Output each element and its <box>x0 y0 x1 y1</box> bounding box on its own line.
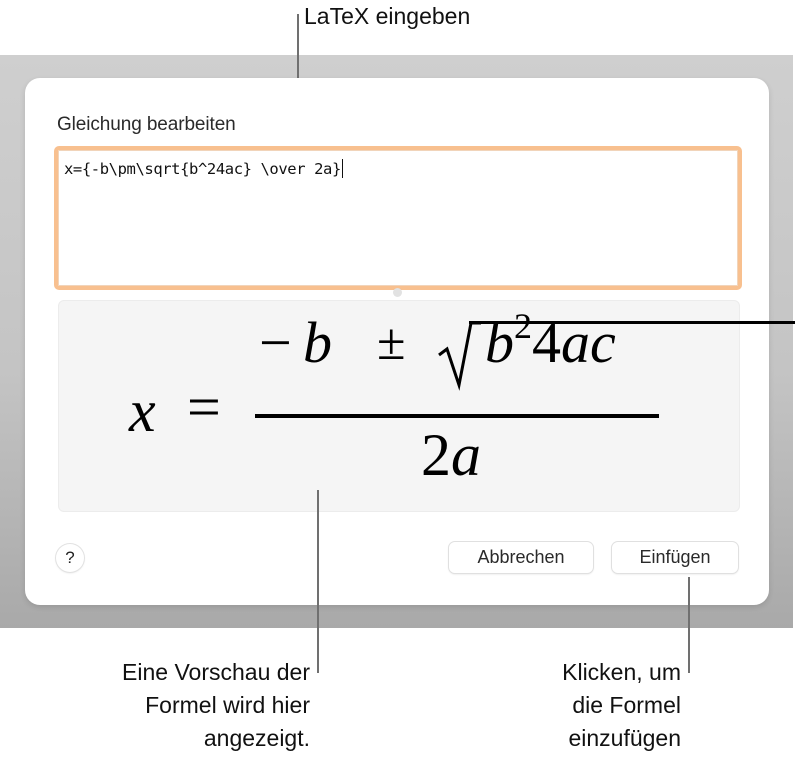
callout-insert <box>562 656 681 755</box>
formula-numerator <box>259 306 659 399</box>
edit-equation-dialog <box>25 78 769 605</box>
formula-equals: = <box>187 374 221 440</box>
insert-button[interactable]: Einfügen <box>612 542 738 573</box>
help-button[interactable]: ? <box>56 544 84 572</box>
formula-b: b <box>303 310 332 375</box>
formula-preview <box>58 300 740 512</box>
latex-input-value[interactable]: x={-b\pm\sqrt{b^24ac} \over 2a} <box>64 159 343 178</box>
callout-latex: LaTeX eingeben <box>304 3 471 29</box>
callout-preview-line: angezeigt. <box>203 725 310 751</box>
callout-line-preview <box>317 490 319 673</box>
latex-input[interactable] <box>54 146 742 290</box>
callout-preview-line: Formel wird hier <box>145 692 310 718</box>
callout-preview-line: Eine Vorschau der <box>122 659 310 685</box>
cancel-button[interactable]: Abbrechen <box>449 542 593 573</box>
text-caret <box>342 159 344 178</box>
callout-insert-line: Klicken, um <box>562 659 681 685</box>
formula-lhs: x <box>129 378 156 444</box>
callout-insert-line: einzufügen <box>568 725 681 751</box>
formula-plus-minus: ± <box>377 314 406 371</box>
fraction-bar <box>255 414 659 418</box>
rendered-formula <box>59 301 739 511</box>
dialog-title: Gleichung bearbeiten <box>57 114 236 135</box>
callout-preview <box>122 656 310 755</box>
formula-minus: − <box>259 310 292 375</box>
split-resize-handle[interactable] <box>393 288 402 297</box>
callout-line-insert <box>688 577 690 673</box>
formula-radicand: $b^24ac$ <box>485 306 616 375</box>
callout-insert-line: die Formel <box>572 692 681 718</box>
formula-denominator: 2a <box>421 422 481 488</box>
